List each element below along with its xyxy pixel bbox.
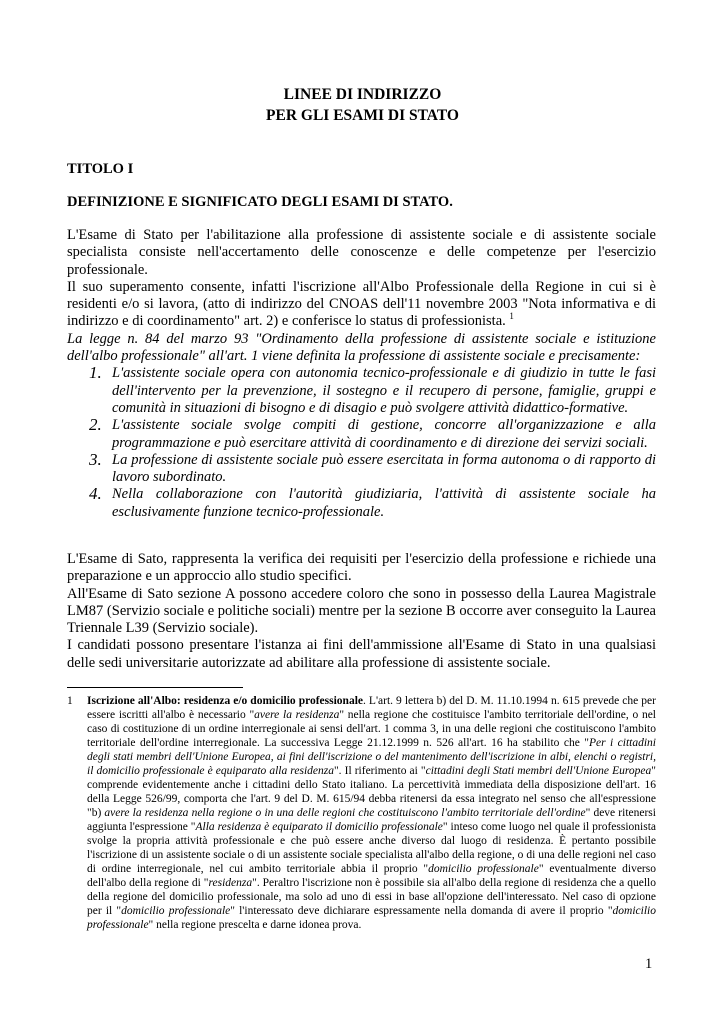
intro-paragraph-2-text: Il suo superamento consente, infatti l'iscrizione all'Albo Professionale della Regione in cui si è residenti e/o si lavora, (atto di indirizzo del CNOAS dell'11 novembre 2003 "Nota informativa e di indirizzo e di coordinamento" art. 2) e conferisce lo status di professionista.	[67, 278, 656, 330]
footnote-span: " eventualmente diverso dell'albo della regione di "	[87, 863, 656, 889]
footnote-number: 1	[67, 695, 73, 707]
footnote-italic: domicilio professionale	[121, 905, 231, 917]
footnote-span: . L'art. 9 lettera b) del D. M. 11.10.1994 n. 615 prevede che per essere iscritti all'albo è necessario "	[87, 695, 656, 721]
exam-section	[67, 551, 656, 672]
footnote-span: " inteso come luogo nel quale il professionista svolge la propria attività professionale e che può essere anche diverso dal luogo di residenza. È pertanto possibile l'iscrizione di un assistente sociale o di un assistente sociale specialista all'albo della regione, o di una delle regioni nel caso di ordine interregionale, nel cui ambito territoriale abbia il proprio "	[87, 821, 656, 875]
list-item-text: Nella collaborazione con l'autorità giudiziaria, l'attività di assistente sociale ha esclusivamente funzione tecnico-professionale.	[112, 486, 656, 520]
list-item	[67, 449, 656, 487]
footnote-span: " l'interessato deve dichiarare espressamente nella domanda di avere il proprio "	[230, 905, 613, 917]
footnote-italic: domicilio professionale	[428, 863, 539, 875]
footnote-italic: cittadini degli Stati membri dell'Unione Europea	[425, 765, 652, 777]
list-item-number: 3.	[89, 449, 102, 469]
footnote-span: " nella regione prescelta e darne idonea prova.	[148, 919, 362, 931]
list-item-number: 2.	[89, 415, 102, 435]
footnote-italic: avere la residenza nella regione o in una delle regioni che costituiscono l'ambito territoriale dell'ordine	[104, 807, 586, 819]
intro-section	[67, 227, 656, 521]
list-item-number: 1.	[89, 363, 102, 383]
footnote-span: " nella regione che costituisce l'ambito territoriale dell'ordine, o nel caso di costituzione di un ordine interregionale ai sensi dell'art. 1 comma 3, in una delle regioni che costituiscono l'ambito territoriale dell'ordine interregionale. La successiva Legge 21.12.1999 n. 526 all'art. 16 ha stabilito che "	[87, 709, 656, 749]
footnote-italic: Alla residenza è equiparato il domicilio professionale	[195, 821, 443, 833]
footnote-separator	[67, 687, 243, 688]
section-heading: DEFINIZIONE E SIGNIFICATO DEGLI ESAMI DI STATO.	[67, 194, 453, 210]
list-item-text: La professione di assistente sociale può essere esercitata in forma autonoma o di rapporto di lavoro subordinato.	[112, 451, 656, 486]
footnote-italic: domicilio professionale	[87, 905, 656, 931]
intro-paragraph-1: L'Esame di Stato per l'abilitazione alla professione di assistente sociale e di assistente sociale specialista consiste nell'accertamento delle conoscenze e delle competenze per l'esercizio professionale.	[67, 227, 656, 278]
footnote-italic: Per i cittadini degli stati membri dell'Unione Europea, ai fini dell'iscrizione o del mantenimento dell'iscrizione in albi, elenchi o registri, il domicilio professionale è equiparato alla residenza	[87, 737, 656, 777]
footnote-italic: avere la residenza	[254, 709, 340, 721]
footnote-text	[87, 694, 656, 932]
list-item	[67, 365, 656, 417]
footnote-title: Iscrizione all'Albo: residenza e/o domicilio professionale	[87, 695, 364, 707]
footnote	[67, 694, 656, 932]
footnote-italic: residenza	[208, 877, 253, 889]
footnote-span: ". Peraltro l'iscrizione non è possibile sia all'albo della regione di residenza che a quello della regione del domicilio professionale, ma solo ad uno di essi in base all'opzione dell'interessato. Nel caso di opzione per il "	[87, 877, 656, 917]
law-reference-paragraph: La legge n. 84 del marzo 93 "Ordinamento della professione di assistente sociale e istituzione dell'albo professionale" all'art. 1 viene definita la professione di assistente sociale e precisamente:	[67, 330, 656, 365]
list-item-text: L'assistente sociale svolge compiti di gestione, concorre all'organizzazione e alla programmazione e può esercitare attività di coordinamento e di direzione dei servizi sociali.	[112, 417, 656, 451]
section-label: TITOLO I	[67, 161, 134, 177]
footnote-reference: 1	[509, 311, 514, 322]
footnote-span: " comprende evidentemente anche i cittadini dello Stato italiano. La percettività immediata della disposizione dell'art. 16 della Legge 526/99, comporta che l'art. 9 del D. M. 615/94 debba ritenersi da essa integrato nel senso che all'espressione "b)	[87, 765, 656, 819]
list-item-number: 4.	[89, 484, 102, 504]
profession-definition-list	[67, 365, 656, 521]
list-item	[67, 486, 656, 521]
footnote-span: " deve ritenersi aggiunta l'espressione "	[87, 807, 656, 833]
exam-paragraph-3: I candidati possono presentare l'istanza ai fini dell'ammissione all'Esame di Stato in una qualsiasi delle sedi universitarie autorizzate ad abilitare alla professione di assistente sociale.	[67, 637, 656, 671]
exam-paragraph-1: L'Esame di Sato, rappresenta la verifica dei requisiti per l'esercizio della professione e richiede una preparazione e un approccio allo studio specifici.	[67, 551, 656, 585]
list-item-text: L'assistente sociale opera con autonomia tecnico-professionale e di giudizio in tutte le fasi dell'intervento per la prevenzione, il sostegno e il recupero di persone, famiglie, gruppi e comunità in situazioni di bisogno e di disagio e può svolgere attività didattico-formative.	[112, 365, 656, 416]
page-number: 1	[645, 956, 653, 972]
exam-paragraph-2: All'Esame di Sato sezione A possono accedere coloro che sono in possesso della Laurea Magistrale LM87 (Servizio sociale e politiche sociali) mentre per la sezione B occorre aver conseguito la Laurea Triennale L39 (Servizio sociale).	[67, 585, 656, 637]
document-title-line-1: LINEE DI INDIRIZZO	[283, 86, 442, 103]
intro-paragraph-2	[67, 279, 656, 331]
footnote-span: ". Il riferimento ai "	[333, 765, 426, 777]
document-title-line-2: PER GLI ESAMI DI STATO	[266, 107, 459, 124]
list-item	[67, 417, 656, 452]
